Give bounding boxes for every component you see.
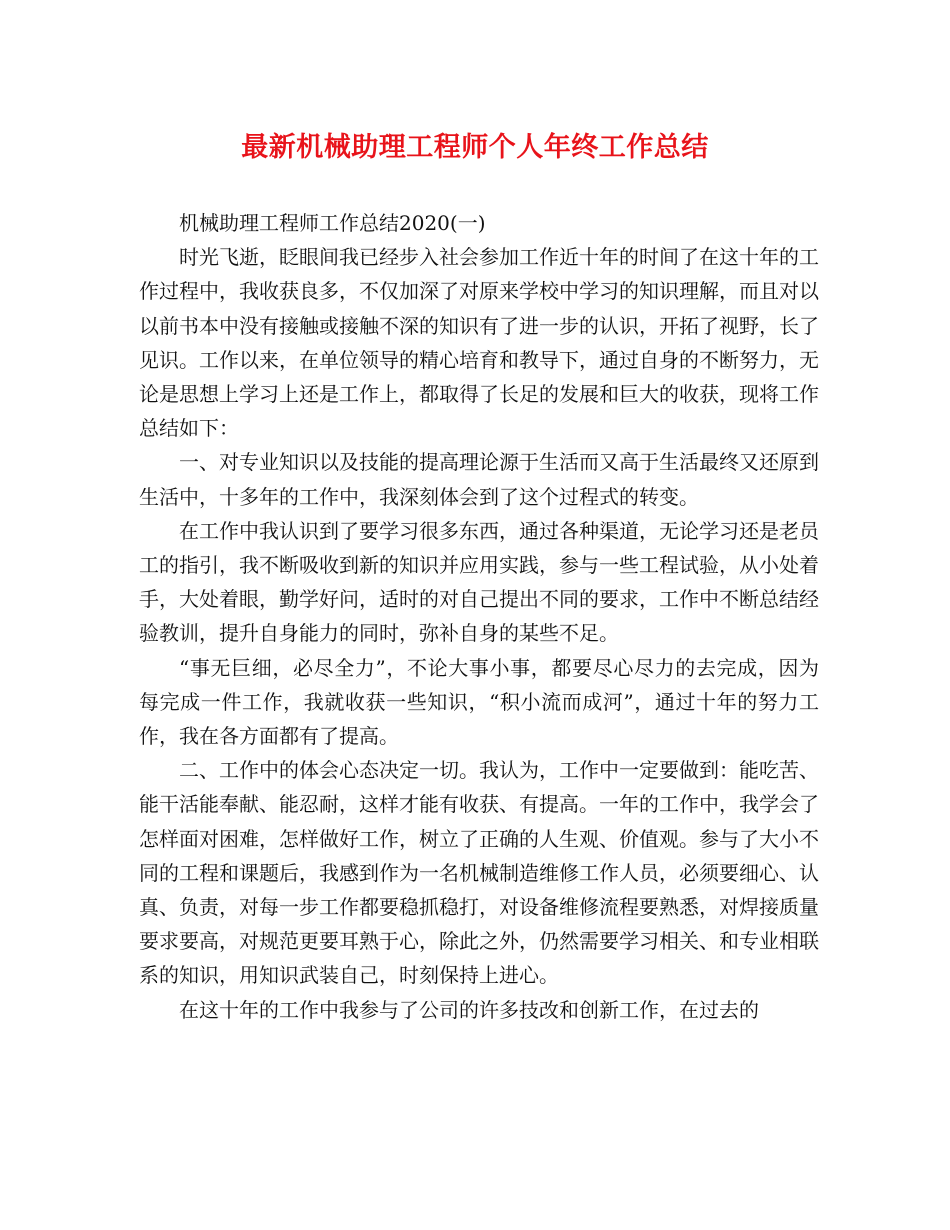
paragraph-section-2: 二、工作中的体会心态决定一切。我认为，工作中一定要做到：能吃苦、能干活能奉献、能忍耐，这样才能有收获、有提高。一年的工作中，我学会了怎样面对困难，怎样做好工作，树立了正确的人生观、价值观。参与了大小不同的工程和课题后，我感到作为一名机械制造维修工作人员，必须要细心、认真、负责，对每一步工作都要稳抓稳打，对设备维修流程要熟悉，对焊接质量要求要高，对规范更要耳熟于心，除此之外，仍然需要学习相关、和专业相联系的知识，用知识武装自己，时刻保持上进心。	[139, 758, 819, 988]
document-title: 最新机械助理工程师个人年终工作总结	[241, 132, 709, 163]
paragraph-continued: 在这十年的工作中我参与了公司的许多技改和创新工作，在过去的	[179, 997, 759, 1022]
paragraph-quote: “事无巨细，必尽全力”，不论大事小事，都要尽心尽力的去完成，因为每完成一件工作，我就收获一些知识，“积小流而成河”，通过十年的努力工作，我在各方面都有了提高。	[139, 655, 819, 749]
document-body	[139, 206, 819, 1027]
paragraph-section-1: 一、对专业知识以及技能的提高理论源于生活而又高于生活最终又还原到生活中，十多年的工作中，我深刻体会到了这个过程式的转变。	[139, 450, 819, 509]
paragraph-subtitle: 机械助理工程师工作总结2020(一)	[179, 211, 486, 235]
paragraph-intro: 时光飞逝，眨眼间我已经步入社会参加工作近十年的时间了在这十年的工作过程中，我收获良多，不仅加深了对原来学校中学习的知识理解，而且对以以前书本中没有接触或接触不深的知识有了进一步的认识，开拓了视野，长了见识。工作以来，在单位领导的精心培育和教导下，通过自身的不断努力，无论是思想上学习上还是工作上，都取得了长足的发展和巨大的收获，现将工作总结如下：	[139, 245, 819, 441]
paragraph-learning: 在工作中我认识到了要学习很多东西，通过各种渠道，无论学习还是老员工的指引，我不断吸收到新的知识并应用实践，参与一些工程试验，从小处着手，大处着眼，勤学好问，适时的对自己提出不同的要求，工作中不断总结经验教训，提升自身能力的同时，弥补自身的某些不足。	[139, 518, 819, 646]
